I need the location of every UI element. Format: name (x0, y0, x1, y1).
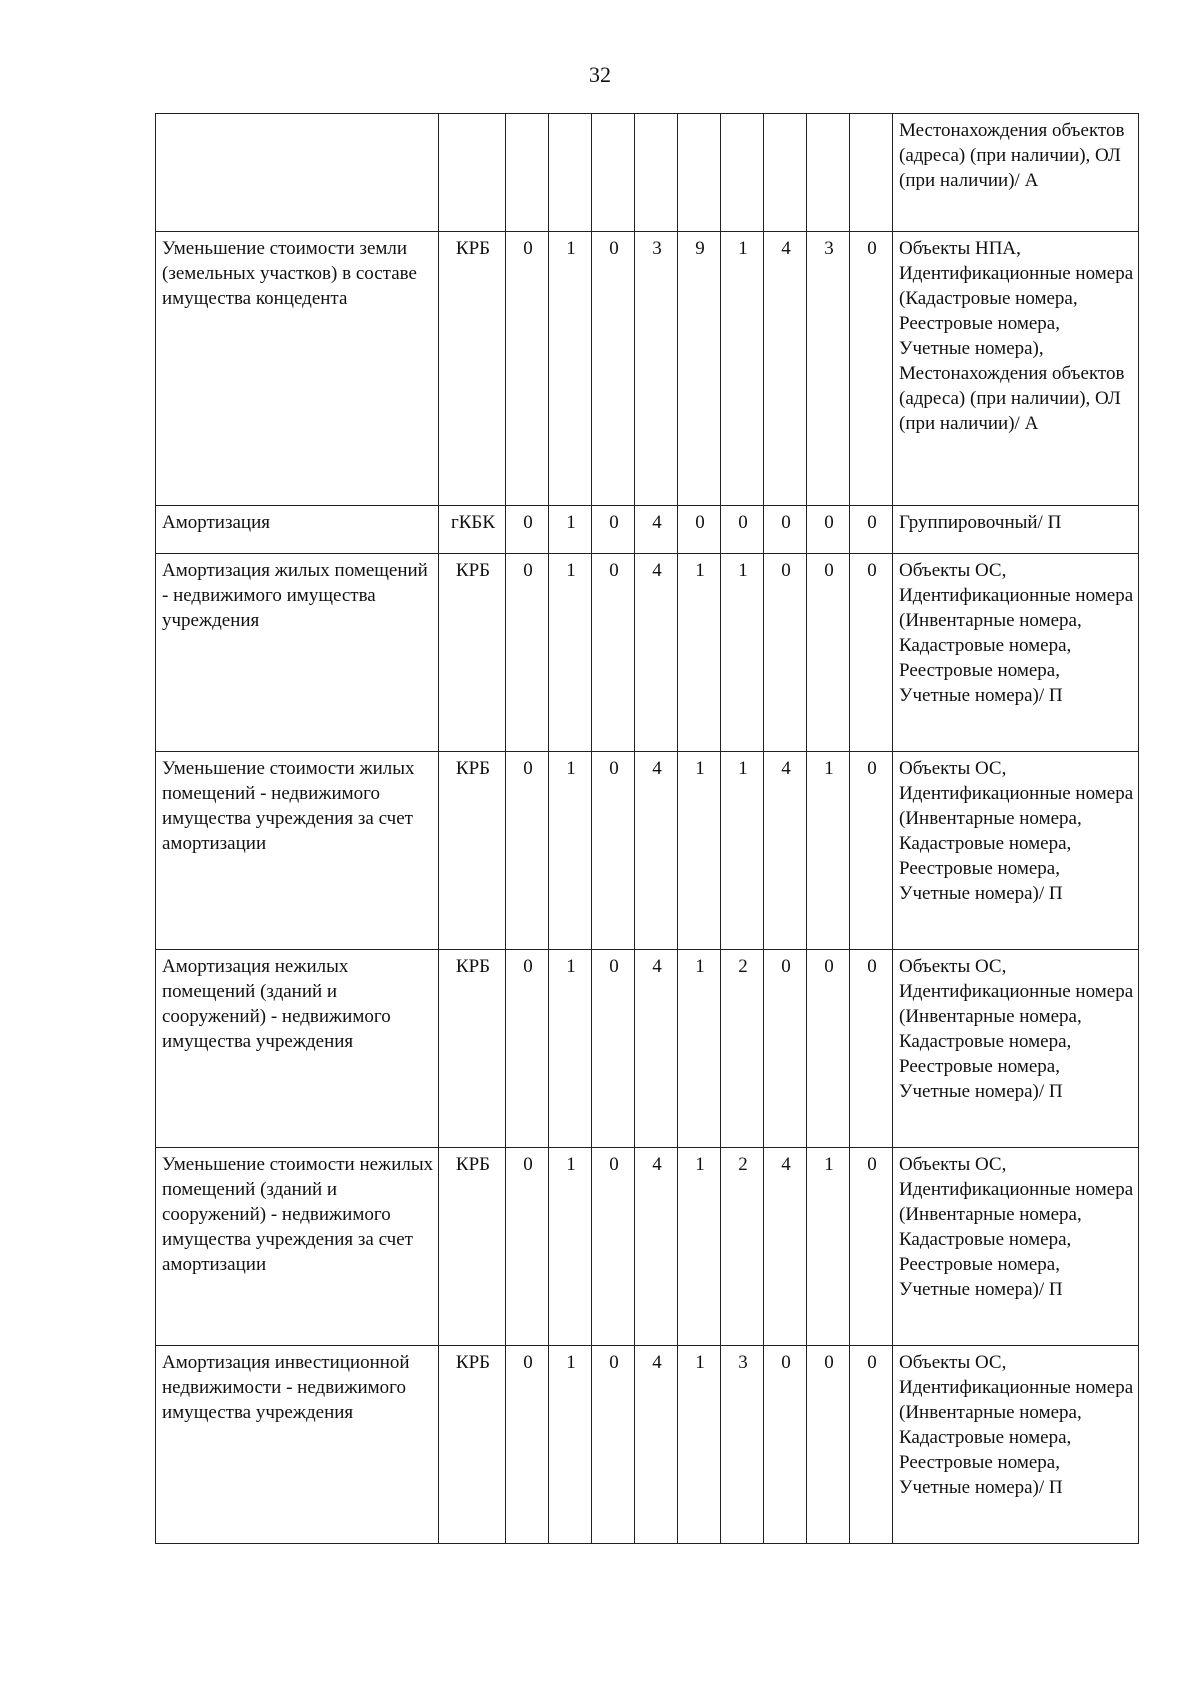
code-digit: 4 (764, 1148, 807, 1346)
table-row (156, 554, 1139, 752)
code-digit: 0 (764, 1346, 807, 1544)
account-type (439, 114, 506, 232)
code-digit (678, 114, 721, 232)
table-row (156, 506, 1139, 554)
account-type: КРБ (439, 1346, 506, 1544)
code-digit: 0 (506, 1148, 549, 1346)
code-digit: 0 (850, 554, 893, 752)
page-number: 32 (589, 62, 611, 87)
code-digit: 0 (592, 232, 635, 506)
code-digit: 0 (506, 950, 549, 1148)
code-digit: 0 (592, 1148, 635, 1346)
code-digit: 0 (850, 1346, 893, 1544)
code-digit: 1 (678, 950, 721, 1148)
account-name: Уменьшение стоимости жилых помещений - недвижимого имущества учреждения за счет амортизации (156, 752, 439, 950)
code-digit: 0 (592, 1346, 635, 1544)
account-name: Уменьшение стоимости нежилых помещений (зданий и сооружений) - недвижимого имущества учреждения за счет амортизации (156, 1148, 439, 1346)
table-row (156, 752, 1139, 950)
code-digit: 0 (506, 1346, 549, 1544)
code-digit: 0 (850, 950, 893, 1148)
table-row (156, 950, 1139, 1148)
code-digit: 0 (721, 506, 764, 554)
analytics-description: Объекты ОС, Идентификационные номера (Инвентарные номера, Кадастровые номера, Реестровые номера, Учетные номера)/ П (893, 1346, 1139, 1544)
code-digit: 4 (635, 506, 678, 554)
analytics-description: Объекты ОС, Идентификационные номера (Инвентарные номера, Кадастровые номера, Реестровые номера, Учетные номера)/ П (893, 950, 1139, 1148)
code-digit: 4 (635, 554, 678, 752)
code-digit: 0 (764, 950, 807, 1148)
code-digit: 1 (678, 752, 721, 950)
code-digit (506, 114, 549, 232)
account-type: КРБ (439, 554, 506, 752)
code-digit: 0 (807, 506, 850, 554)
code-digit: 0 (807, 554, 850, 752)
code-digit: 0 (592, 950, 635, 1148)
code-digit: 0 (807, 950, 850, 1148)
table-row (156, 1148, 1139, 1346)
code-digit: 1 (549, 950, 592, 1148)
account-name: Уменьшение стоимости земли (земельных участков) в составе имущества концедента (156, 232, 439, 506)
code-digit: 0 (506, 232, 549, 506)
code-digit (635, 114, 678, 232)
code-digit: 0 (807, 1346, 850, 1544)
code-digit: 0 (850, 506, 893, 554)
code-digit: 2 (721, 1148, 764, 1346)
code-digit (721, 114, 764, 232)
account-name: Амортизация инвестиционной недвижимости - недвижимого имущества учреждения (156, 1346, 439, 1544)
code-digit: 3 (807, 232, 850, 506)
code-digit: 3 (721, 1346, 764, 1544)
code-digit: 0 (678, 506, 721, 554)
analytics-description: Объекты НПА, Идентификационные номера (Кадастровые номера, Реестровые номера, Учетные номера), Местонахождения объектов (адреса) (при наличии), ОЛ (при наличии)/ А (893, 232, 1139, 506)
code-digit: 1 (678, 1346, 721, 1544)
code-digit: 0 (506, 752, 549, 950)
code-digit: 4 (635, 752, 678, 950)
account-name (156, 114, 439, 232)
code-digit: 1 (549, 1148, 592, 1346)
code-digit: 1 (678, 1148, 721, 1346)
code-digit: 0 (592, 752, 635, 950)
table-row (156, 232, 1139, 506)
code-digit: 0 (506, 554, 549, 752)
account-type: КРБ (439, 1148, 506, 1346)
account-name: Амортизация (156, 506, 439, 554)
table-row (156, 1346, 1139, 1544)
code-digit: 1 (678, 554, 721, 752)
code-digit: 0 (592, 506, 635, 554)
code-digit: 1 (721, 752, 764, 950)
account-name: Амортизация нежилых помещений (зданий и сооружений) - недвижимого имущества учреждения (156, 950, 439, 1148)
account-type: КРБ (439, 950, 506, 1148)
table-row (156, 114, 1139, 232)
code-digit: 1 (807, 752, 850, 950)
code-digit: 0 (850, 1148, 893, 1346)
code-digit: 0 (764, 506, 807, 554)
analytics-description: Объекты ОС, Идентификационные номера (Инвентарные номера, Кадастровые номера, Реестровые номера, Учетные номера)/ П (893, 554, 1139, 752)
code-digit: 2 (721, 950, 764, 1148)
accounts-table (155, 113, 1139, 1544)
analytics-description: Объекты ОС, Идентификационные номера (Инвентарные номера, Кадастровые номера, Реестровые номера, Учетные номера)/ П (893, 752, 1139, 950)
code-digit: 4 (635, 1148, 678, 1346)
code-digit: 0 (850, 752, 893, 950)
code-digit (764, 114, 807, 232)
code-digit: 9 (678, 232, 721, 506)
code-digit: 0 (592, 554, 635, 752)
account-name: Амортизация жилых помещений - недвижимого имущества учреждения (156, 554, 439, 752)
code-digit (592, 114, 635, 232)
code-digit: 1 (549, 232, 592, 506)
code-digit: 4 (635, 1346, 678, 1544)
code-digit: 1 (721, 232, 764, 506)
analytics-description: Группировочный/ П (893, 506, 1139, 554)
code-digit: 1 (549, 1346, 592, 1544)
code-digit: 1 (549, 554, 592, 752)
code-digit (850, 114, 893, 232)
code-digit: 0 (506, 506, 549, 554)
code-digit (807, 114, 850, 232)
code-digit: 4 (764, 752, 807, 950)
code-digit: 0 (764, 554, 807, 752)
code-digit: 4 (764, 232, 807, 506)
code-digit: 3 (635, 232, 678, 506)
code-digit: 1 (721, 554, 764, 752)
analytics-description: Местонахождения объектов (адреса) (при наличии), ОЛ (при наличии)/ А (893, 114, 1139, 232)
code-digit: 1 (549, 506, 592, 554)
account-type: гКБК (439, 506, 506, 554)
code-digit: 1 (807, 1148, 850, 1346)
code-digit: 0 (850, 232, 893, 506)
analytics-description: Объекты ОС, Идентификационные номера (Инвентарные номера, Кадастровые номера, Реестровые номера, Учетные номера)/ П (893, 1148, 1139, 1346)
code-digit: 1 (549, 752, 592, 950)
account-type: КРБ (439, 752, 506, 950)
code-digit (549, 114, 592, 232)
code-digit: 4 (635, 950, 678, 1148)
account-type: КРБ (439, 232, 506, 506)
